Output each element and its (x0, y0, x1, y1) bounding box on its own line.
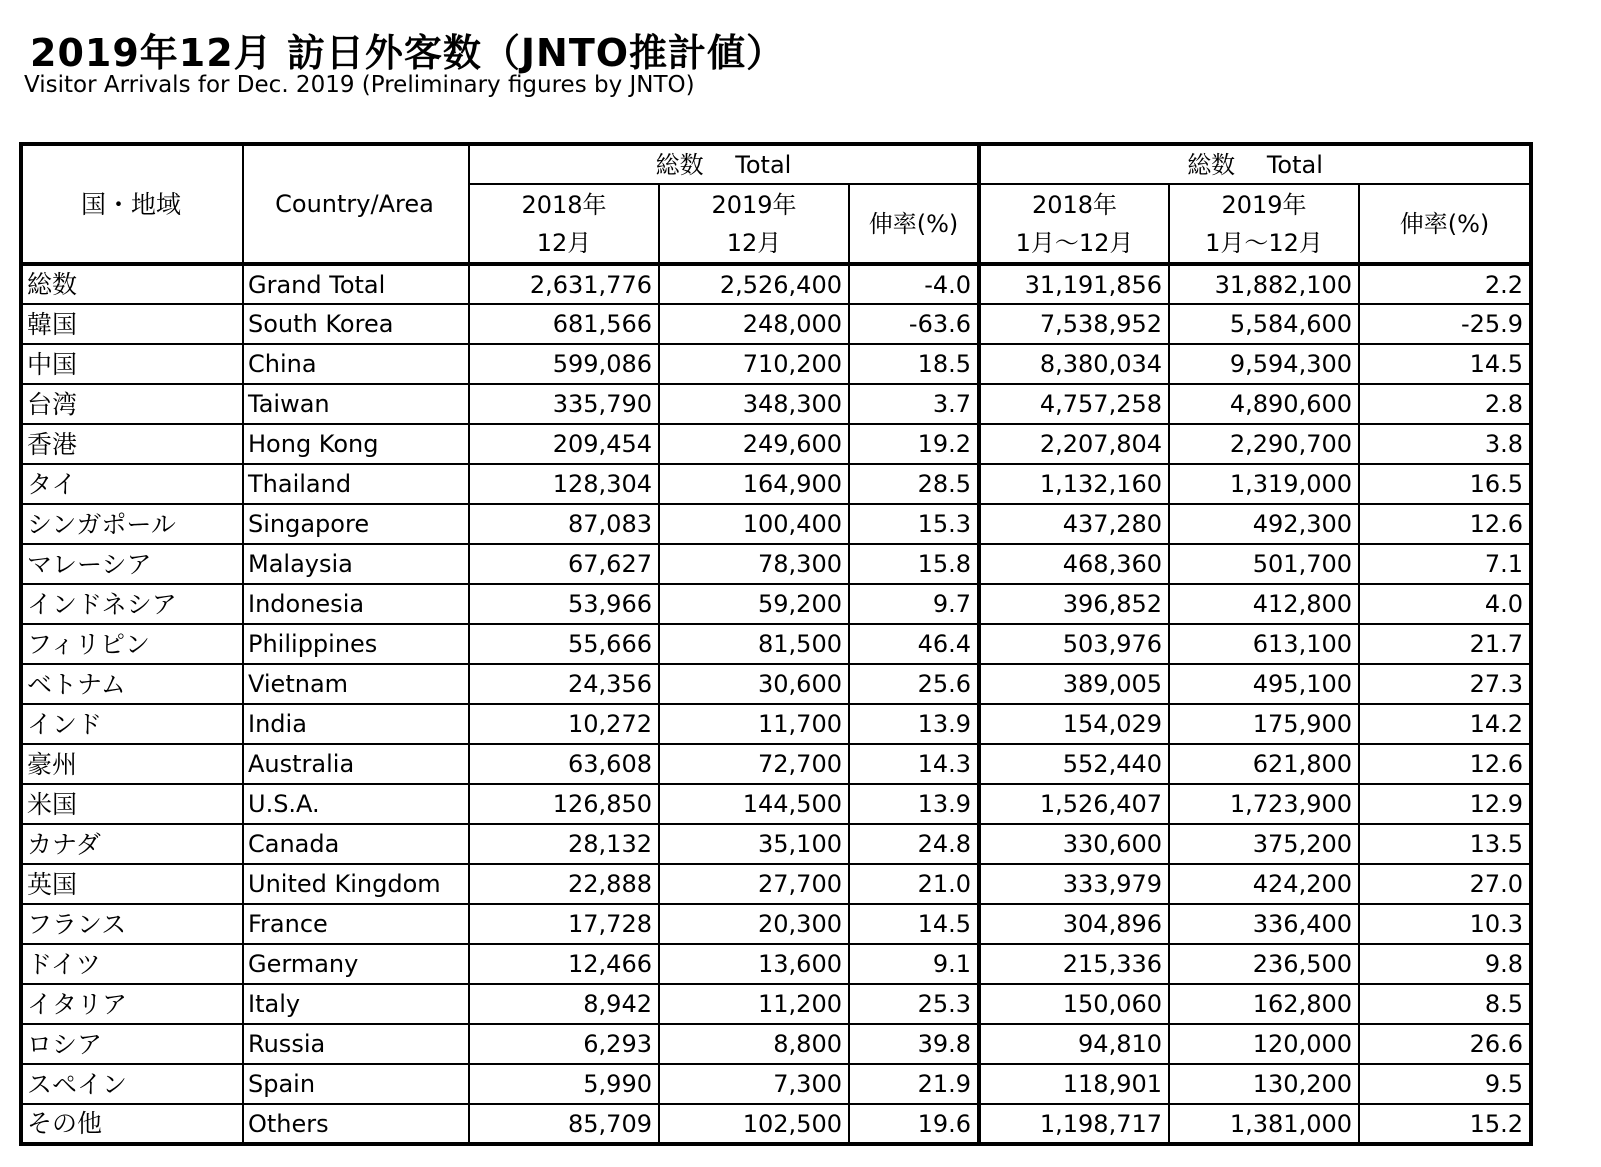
cell-country-ja: 台湾 (21, 384, 243, 424)
cell-country-en: Others (243, 1104, 469, 1144)
table-row (21, 1024, 1531, 1064)
cell-dec-2018: 335,790 (469, 384, 659, 424)
cell-ytd-2019: 375,200 (1169, 824, 1359, 864)
cell-ytd-2018: 468,360 (979, 544, 1169, 584)
cell-country-ja: 豪州 (21, 744, 243, 784)
cell-dec-2018: 5,990 (469, 1064, 659, 1104)
cell-ytd-growth: 27.0 (1359, 864, 1531, 904)
cell-dec-growth: 25.6 (849, 664, 979, 704)
cell-country-en: China (243, 344, 469, 384)
cell-ytd-2019: 31,882,100 (1169, 264, 1359, 304)
cell-dec-2018: 55,666 (469, 624, 659, 664)
cell-dec-2018: 24,356 (469, 664, 659, 704)
cell-ytd-2018: 154,029 (979, 704, 1169, 744)
cell-country-ja: 総数 (21, 264, 243, 304)
cell-country-ja: 韓国 (21, 304, 243, 344)
cell-dec-growth: 21.9 (849, 1064, 979, 1104)
cell-ytd-2018: 503,976 (979, 624, 1169, 664)
cell-ytd-growth: 7.1 (1359, 544, 1531, 584)
cell-dec-2019: 348,300 (659, 384, 849, 424)
cell-dec-growth: 14.3 (849, 744, 979, 784)
cell-country-ja: スペイン (21, 1064, 243, 1104)
cell-country-ja: インド (21, 704, 243, 744)
cell-country-en: Italy (243, 984, 469, 1024)
cell-dec-2018: 28,132 (469, 824, 659, 864)
cell-country-en: Singapore (243, 504, 469, 544)
cell-ytd-growth: 14.2 (1359, 704, 1531, 744)
cell-dec-growth: 13.9 (849, 784, 979, 824)
cell-ytd-2018: 389,005 (979, 664, 1169, 704)
header-ytd-2019 (1169, 184, 1359, 264)
cell-dec-growth: 9.7 (849, 584, 979, 624)
cell-ytd-2018: 8,380,034 (979, 344, 1169, 384)
cell-ytd-2019: 4,890,600 (1169, 384, 1359, 424)
table-row (21, 984, 1531, 1024)
cell-dec-2018: 87,083 (469, 504, 659, 544)
header-country-en: Country/Area (243, 144, 469, 264)
cell-country-ja: シンガポール (21, 504, 243, 544)
cell-dec-2019: 249,600 (659, 424, 849, 464)
cell-country-en: United Kingdom (243, 864, 469, 904)
table-row (21, 304, 1531, 344)
cell-ytd-2018: 7,538,952 (979, 304, 1169, 344)
cell-country-en: Spain (243, 1064, 469, 1104)
cell-country-en: Grand Total (243, 264, 469, 304)
cell-ytd-growth: 12.9 (1359, 784, 1531, 824)
cell-dec-growth: 25.3 (849, 984, 979, 1024)
header-ytd-growth: 伸率(%) (1359, 184, 1531, 264)
cell-ytd-growth: 9.5 (1359, 1064, 1531, 1104)
cell-ytd-2019: 175,900 (1169, 704, 1359, 744)
cell-country-ja: 米国 (21, 784, 243, 824)
cell-dec-2018: 10,272 (469, 704, 659, 744)
table-row (21, 664, 1531, 704)
cell-dec-2019: 78,300 (659, 544, 849, 584)
cell-dec-2019: 100,400 (659, 504, 849, 544)
table-row (21, 944, 1531, 984)
cell-ytd-2018: 1,132,160 (979, 464, 1169, 504)
cell-ytd-2018: 304,896 (979, 904, 1169, 944)
cell-country-ja: その他 (21, 1104, 243, 1144)
page-subtitle: Visitor Arrivals for Dec. 2019 (Preliminary figures by JNTO) (24, 72, 695, 98)
cell-ytd-2019: 1,381,000 (1169, 1104, 1359, 1144)
cell-ytd-2019: 424,200 (1169, 864, 1359, 904)
cell-ytd-growth: 12.6 (1359, 744, 1531, 784)
cell-country-ja: フィリピン (21, 624, 243, 664)
table-row (21, 744, 1531, 784)
cell-dec-2018: 85,709 (469, 1104, 659, 1144)
cell-dec-2018: 599,086 (469, 344, 659, 384)
header-ytd-2019-year: 2019年 (1221, 190, 1307, 219)
cell-dec-growth: 15.8 (849, 544, 979, 584)
cell-country-en: South Korea (243, 304, 469, 344)
cell-ytd-growth: 3.8 (1359, 424, 1531, 464)
cell-dec-growth: 19.2 (849, 424, 979, 464)
table-row (21, 504, 1531, 544)
cell-ytd-2018: 333,979 (979, 864, 1169, 904)
cell-ytd-growth: 21.7 (1359, 624, 1531, 664)
cell-ytd-2018: 215,336 (979, 944, 1169, 984)
cell-country-en: France (243, 904, 469, 944)
cell-ytd-2019: 336,400 (1169, 904, 1359, 944)
cell-dec-growth: 3.7 (849, 384, 979, 424)
cell-country-en: Hong Kong (243, 424, 469, 464)
cell-dec-2019: 102,500 (659, 1104, 849, 1144)
table-body (21, 264, 1531, 1144)
header-dec-2018-year: 2018年 (521, 190, 607, 219)
cell-ytd-growth: 12.6 (1359, 504, 1531, 544)
cell-ytd-2018: 552,440 (979, 744, 1169, 784)
cell-dec-growth: 15.3 (849, 504, 979, 544)
cell-ytd-growth: 16.5 (1359, 464, 1531, 504)
cell-dec-2019: 164,900 (659, 464, 849, 504)
cell-dec-2018: 126,850 (469, 784, 659, 824)
cell-country-en: U.S.A. (243, 784, 469, 824)
header-dec-2018-month: 12月 (536, 228, 592, 257)
cell-ytd-2018: 4,757,258 (979, 384, 1169, 424)
cell-dec-2018: 6,293 (469, 1024, 659, 1064)
cell-ytd-2018: 94,810 (979, 1024, 1169, 1064)
cell-ytd-2018: 437,280 (979, 504, 1169, 544)
cell-dec-2018: 67,627 (469, 544, 659, 584)
cell-ytd-2019: 236,500 (1169, 944, 1359, 984)
cell-ytd-growth: 2.2 (1359, 264, 1531, 304)
cell-ytd-2019: 613,100 (1169, 624, 1359, 664)
cell-ytd-2019: 5,584,600 (1169, 304, 1359, 344)
table-row (21, 544, 1531, 584)
cell-ytd-growth: 2.8 (1359, 384, 1531, 424)
cell-dec-2018: 63,608 (469, 744, 659, 784)
cell-ytd-2018: 118,901 (979, 1064, 1169, 1104)
cell-dec-growth: 39.8 (849, 1024, 979, 1064)
cell-dec-2019: 13,600 (659, 944, 849, 984)
header-dec-growth: 伸率(%) (849, 184, 979, 264)
cell-country-ja: インドネシア (21, 584, 243, 624)
table-header (21, 144, 1531, 264)
header-ytd-2018-year: 2018年 (1031, 190, 1118, 219)
cell-country-en: Indonesia (243, 584, 469, 624)
cell-ytd-growth: 13.5 (1359, 824, 1531, 864)
cell-dec-growth: 24.8 (849, 824, 979, 864)
page-title: 2019年12月 訪日外客数（JNTO推計値） (30, 31, 786, 75)
cell-dec-2018: 128,304 (469, 464, 659, 504)
cell-dec-2019: 8,800 (659, 1024, 849, 1064)
cell-dec-2019: 27,700 (659, 864, 849, 904)
header-dec-2019-year: 2019年 (711, 190, 797, 219)
cell-ytd-growth: 10.3 (1359, 904, 1531, 944)
header-group-december: 総数 Total (469, 144, 979, 184)
table-row (21, 384, 1531, 424)
table-row (21, 264, 1531, 304)
header-dec-2018 (469, 184, 659, 264)
table-row (21, 424, 1531, 464)
cell-ytd-2018: 31,191,856 (979, 264, 1169, 304)
cell-dec-2019: 35,100 (659, 824, 849, 864)
table-row (21, 864, 1531, 904)
cell-country-en: Australia (243, 744, 469, 784)
cell-ytd-growth: 9.8 (1359, 944, 1531, 984)
cell-dec-growth: -4.0 (849, 264, 979, 304)
cell-dec-2019: 248,000 (659, 304, 849, 344)
cell-ytd-2018: 150,060 (979, 984, 1169, 1024)
cell-ytd-2018: 1,198,717 (979, 1104, 1169, 1144)
cell-ytd-2019: 9,594,300 (1169, 344, 1359, 384)
cell-country-ja: 中国 (21, 344, 243, 384)
cell-ytd-growth: 14.5 (1359, 344, 1531, 384)
cell-ytd-2019: 495,100 (1169, 664, 1359, 704)
table-row (21, 904, 1531, 944)
cell-country-ja: 香港 (21, 424, 243, 464)
table-row (21, 824, 1531, 864)
cell-dec-growth: 21.0 (849, 864, 979, 904)
table-row (21, 584, 1531, 624)
cell-dec-2019: 81,500 (659, 624, 849, 664)
cell-dec-growth: 19.6 (849, 1104, 979, 1144)
cell-dec-2019: 2,526,400 (659, 264, 849, 304)
cell-dec-2018: 209,454 (469, 424, 659, 464)
table-row (21, 624, 1531, 664)
cell-dec-2018: 17,728 (469, 904, 659, 944)
cell-country-ja: マレーシア (21, 544, 243, 584)
cell-ytd-growth: 4.0 (1359, 584, 1531, 624)
cell-dec-2019: 7,300 (659, 1064, 849, 1104)
cell-country-en: Taiwan (243, 384, 469, 424)
cell-ytd-2019: 412,800 (1169, 584, 1359, 624)
cell-dec-2018: 681,566 (469, 304, 659, 344)
cell-country-ja: ドイツ (21, 944, 243, 984)
table-row (21, 784, 1531, 824)
cell-dec-2019: 72,700 (659, 744, 849, 784)
cell-country-ja: タイ (21, 464, 243, 504)
header-ytd-2019-period: 1月～12月 (1205, 228, 1323, 257)
cell-country-ja: ロシア (21, 1024, 243, 1064)
cell-country-en: Vietnam (243, 664, 469, 704)
cell-country-ja: ベトナム (21, 664, 243, 704)
cell-dec-2019: 144,500 (659, 784, 849, 824)
cell-ytd-2018: 330,600 (979, 824, 1169, 864)
cell-dec-2019: 59,200 (659, 584, 849, 624)
cell-ytd-2019: 120,000 (1169, 1024, 1359, 1064)
visitor-arrivals-table (19, 142, 1533, 1146)
table-row (21, 344, 1531, 384)
header-country-ja: 国・地域 (21, 144, 243, 264)
table-row (21, 1064, 1531, 1104)
cell-dec-growth: 28.5 (849, 464, 979, 504)
cell-dec-2018: 22,888 (469, 864, 659, 904)
cell-dec-growth: 9.1 (849, 944, 979, 984)
cell-dec-2019: 11,700 (659, 704, 849, 744)
cell-ytd-2019: 162,800 (1169, 984, 1359, 1024)
cell-dec-2018: 53,966 (469, 584, 659, 624)
cell-country-ja: カナダ (21, 824, 243, 864)
cell-ytd-2018: 2,207,804 (979, 424, 1169, 464)
cell-ytd-2019: 2,290,700 (1169, 424, 1359, 464)
cell-dec-growth: 18.5 (849, 344, 979, 384)
cell-dec-2018: 12,466 (469, 944, 659, 984)
cell-country-en: India (243, 704, 469, 744)
cell-country-ja: イタリア (21, 984, 243, 1024)
cell-dec-growth: 46.4 (849, 624, 979, 664)
cell-ytd-growth: -25.9 (1359, 304, 1531, 344)
cell-dec-2018: 8,942 (469, 984, 659, 1024)
cell-dec-2019: 11,200 (659, 984, 849, 1024)
cell-country-en: Russia (243, 1024, 469, 1064)
header-group-year-to-date: 総数 Total (979, 144, 1531, 184)
cell-dec-2018: 2,631,776 (469, 264, 659, 304)
cell-ytd-growth: 8.5 (1359, 984, 1531, 1024)
cell-ytd-growth: 27.3 (1359, 664, 1531, 704)
cell-dec-2019: 20,300 (659, 904, 849, 944)
cell-ytd-2018: 1,526,407 (979, 784, 1169, 824)
cell-ytd-2019: 492,300 (1169, 504, 1359, 544)
cell-country-ja: フランス (21, 904, 243, 944)
table-row (21, 464, 1531, 504)
table-row (21, 1104, 1531, 1144)
cell-ytd-2019: 130,200 (1169, 1064, 1359, 1104)
cell-dec-growth: 14.5 (849, 904, 979, 944)
cell-dec-2019: 30,600 (659, 664, 849, 704)
table-row (21, 704, 1531, 744)
cell-ytd-growth: 15.2 (1359, 1104, 1531, 1144)
cell-ytd-2018: 396,852 (979, 584, 1169, 624)
cell-ytd-2019: 1,723,900 (1169, 784, 1359, 824)
cell-dec-growth: 13.9 (849, 704, 979, 744)
cell-ytd-2019: 1,319,000 (1169, 464, 1359, 504)
header-ytd-2018-period: 1月～12月 (1015, 228, 1134, 257)
cell-dec-2019: 710,200 (659, 344, 849, 384)
cell-ytd-2019: 501,700 (1169, 544, 1359, 584)
cell-ytd-2019: 621,800 (1169, 744, 1359, 784)
cell-country-en: Philippines (243, 624, 469, 664)
header-ytd-2018 (979, 184, 1169, 264)
cell-country-en: Thailand (243, 464, 469, 504)
cell-country-en: Malaysia (243, 544, 469, 584)
cell-country-en: Canada (243, 824, 469, 864)
cell-country-en: Germany (243, 944, 469, 984)
cell-country-ja: 英国 (21, 864, 243, 904)
header-dec-2019-month: 12月 (726, 228, 782, 257)
cell-dec-growth: -63.6 (849, 304, 979, 344)
header-dec-2019 (659, 184, 849, 264)
cell-ytd-growth: 26.6 (1359, 1024, 1531, 1064)
